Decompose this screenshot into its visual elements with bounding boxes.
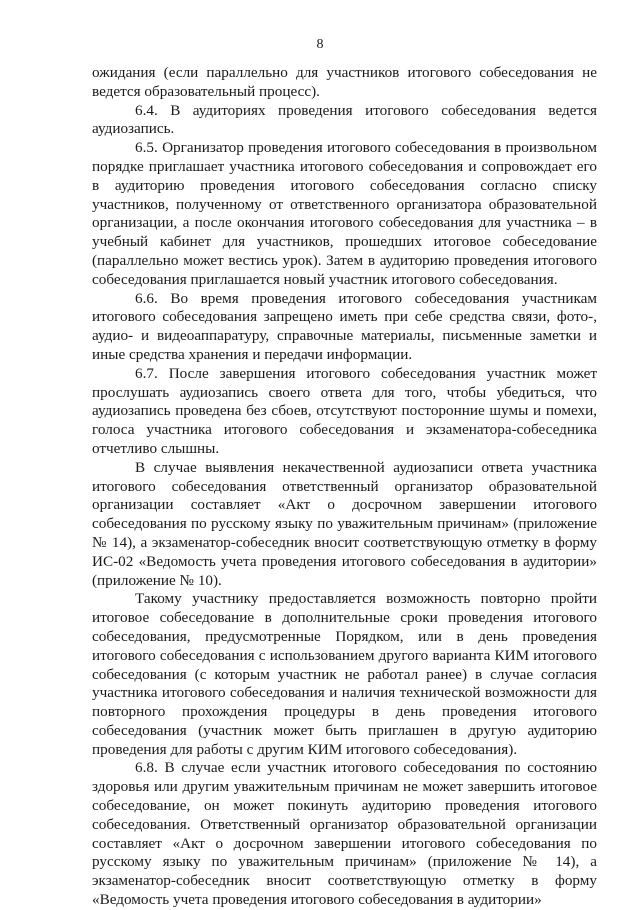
paragraph-6-6: 6.6. Во время проведения итогового собеседования участникам итогового собеседования запрещено иметь при себе средства связи, фото-, аудио- и видеоаппаратуру, справочные материалы, письменные заметки и иные средства хранения и передачи информации. xyxy=(92,289,597,363)
paragraph-continuation: ожидания (если параллельно для участников итогового собеседования не ведется образовательный процесс). xyxy=(92,64,597,100)
page-number: 8 xyxy=(316,37,324,52)
paragraph-poor-audio: В случае выявления некачественной аудиозаписи ответа участника итогового собеседования ответственный организатор образовательной организации составляет «Акт о досрочном завершении итогового собеседования по русскому языку по уважительным причинам» (приложение № 14), а экзаменатор-собеседник вносит соответствующую отметку в форму ИС-02 «Ведомость учета проведения итогового собеседования в аудитории» (приложение № 10). xyxy=(92,458,597,589)
paragraph-6-4: 6.4. В аудиториях проведения итогового собеседования ведется аудиозапись. xyxy=(92,101,597,138)
paragraph-6-5: 6.5. Организатор проведения итогового собеседования в произвольном порядке приглашает участника итогового собеседования и сопровождает его в аудиторию проведения итогового собеседования согласно списку участников, полученному от ответственного организатора образовательной организации, а после окончания итогового собеседования для участника – в учебный кабинет для участников, прошедших итоговое собеседование (параллельно может вестись урок). Затем в аудиторию проведения итогового собеседования приглашается новый участник итогового собеседования. xyxy=(92,139,597,288)
paragraph-6-7: 6.7. После завершения итогового собеседования участник может прослушать аудиозапись своего ответа для того, чтобы убедиться, что аудиозапись проведена без сбоев, отсутствуют посторонние шумы и помехи, голоса участника итогового собеседования и экзаменатора-собеседника отчетливо слышны. xyxy=(92,364,597,457)
paragraph-retake: Такому участнику предоставляется возможность повторно пройти итоговое собеседование в дополнительные сроки проведения итогового собеседования, предусмотренные Порядком, или в день проведения итогового собеседования с использованием другого варианта КИМ итогового собеседования (с которым участник не работал ранее) в случае согласия участника итогового собеседования и наличия технической возможности для повторного прохождения процедуры в день проведения итогового собеседования (участник может быть приглашен в другую аудиторию проведения для работы с другим КИМ итогового собеседования). xyxy=(92,590,597,758)
paragraph-6-8: 6.8. В случае если участник итогового собеседования по состоянию здоровья или другим уважительным причинам не может завершить итоговое собеседование, он может покинуть аудиторию проведения итогового собеседования. Ответственный организатор образовательной организации составляет «Акт о досрочном завершении итогового собеседования по русскому языку по уважительным причинам» (приложение № 14), а экзаменатор-собеседник вносит соответствующую отметку в форму «Ведомость учета проведения итогового собеседования в аудитории» xyxy=(92,759,597,909)
document-body xyxy=(92,64,597,910)
